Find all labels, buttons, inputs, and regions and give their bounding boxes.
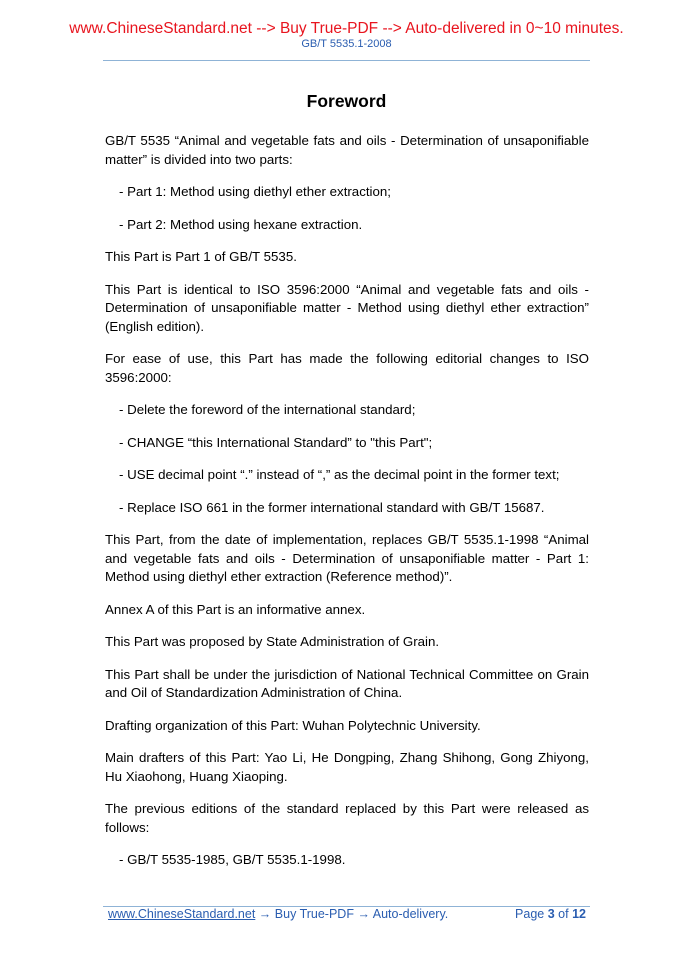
paragraph: GB/T 5535 “Animal and vegetable fats and oils - Determination of unsaponifiable matter” is divided into two parts: — [105, 133, 589, 167]
page-footer — [108, 907, 586, 921]
page-number: 3 — [547, 907, 555, 921]
list-item: - GB/T 5535-1985, GB/T 5535.1-1998. — [119, 852, 346, 867]
paragraph: This Part is Part 1 of GB/T 5535. — [105, 249, 297, 264]
page-total: 12 — [572, 907, 586, 921]
page-label: Page — [515, 907, 545, 921]
right-arrow-icon: → — [258, 907, 272, 921]
list-item: - USE decimal point “.” instead of “,” as the decimal point in the former text; — [119, 467, 560, 482]
paragraph: This Part was proposed by State Administration of Grain. — [105, 634, 440, 649]
paragraph: This Part, from the date of implementation, replaces GB/T 5535.1-1998 “Animal and vegetable fats and oils - Determination of unsaponifiable matter - Part 1: Method using diethyl ether extraction (Reference method)”. — [105, 532, 589, 584]
foreword-body — [105, 132, 589, 884]
footer-auto-text: Auto-delivery. — [372, 907, 449, 921]
paragraph: Drafting organization of this Part: Wuhan Polytechnic University. — [105, 717, 481, 733]
standard-code-header: GB/T 5535.1-2008 — [301, 38, 392, 50]
page-indicator — [515, 907, 586, 921]
paragraph: The previous editions of the standard replaced by this Part were released as follows: — [105, 801, 589, 835]
list-item: - CHANGE “this International Standard” to "this Part"; — [119, 434, 433, 450]
footer-buy-text: Buy True-PDF — [274, 907, 354, 921]
list-item: - Part 2: Method using hexane extraction. — [119, 216, 363, 232]
right-arrow-icon: → — [357, 907, 370, 921]
paragraph: Annex A of this Part is an informative annex. — [105, 601, 366, 617]
list-item: - Part 1: Method using diethyl ether extraction; — [119, 184, 391, 199]
paragraph: This Part is identical to ISO 3596:2000 “Animal and vegetable fats and oils - Determination of unsaponifiable matter - Method using diethyl ether extraction” (English edition). — [105, 281, 589, 334]
header-divider — [103, 60, 590, 61]
list-item: - Delete the foreword of the international standard; — [119, 402, 416, 417]
paragraph: For ease of use, this Part has made the following editorial changes to ISO 3596:2000: — [105, 351, 589, 385]
page-title: Foreword — [306, 91, 387, 111]
paragraph: This Part shall be under the jurisdiction of National Technical Committee on Grain and Oil of Standardization Administration of China. — [105, 666, 589, 700]
promo-banner[interactable]: www.ChineseStandard.net --> Buy True-PDF --> Auto-delivered in 0~10 minutes. — [69, 20, 624, 37]
of-label: of — [558, 907, 569, 921]
list-item: - Replace ISO 661 in the former international standard with GB/T 15687. — [119, 499, 545, 515]
paragraph: Main drafters of this Part: Yao Li, He Dongping, Zhang Shihong, Gong Zhiyong, Hu Xiaohong, Huang Xiaoping. — [105, 750, 589, 784]
footer-site-link[interactable]: www.ChineseStandard.net — [108, 907, 256, 921]
